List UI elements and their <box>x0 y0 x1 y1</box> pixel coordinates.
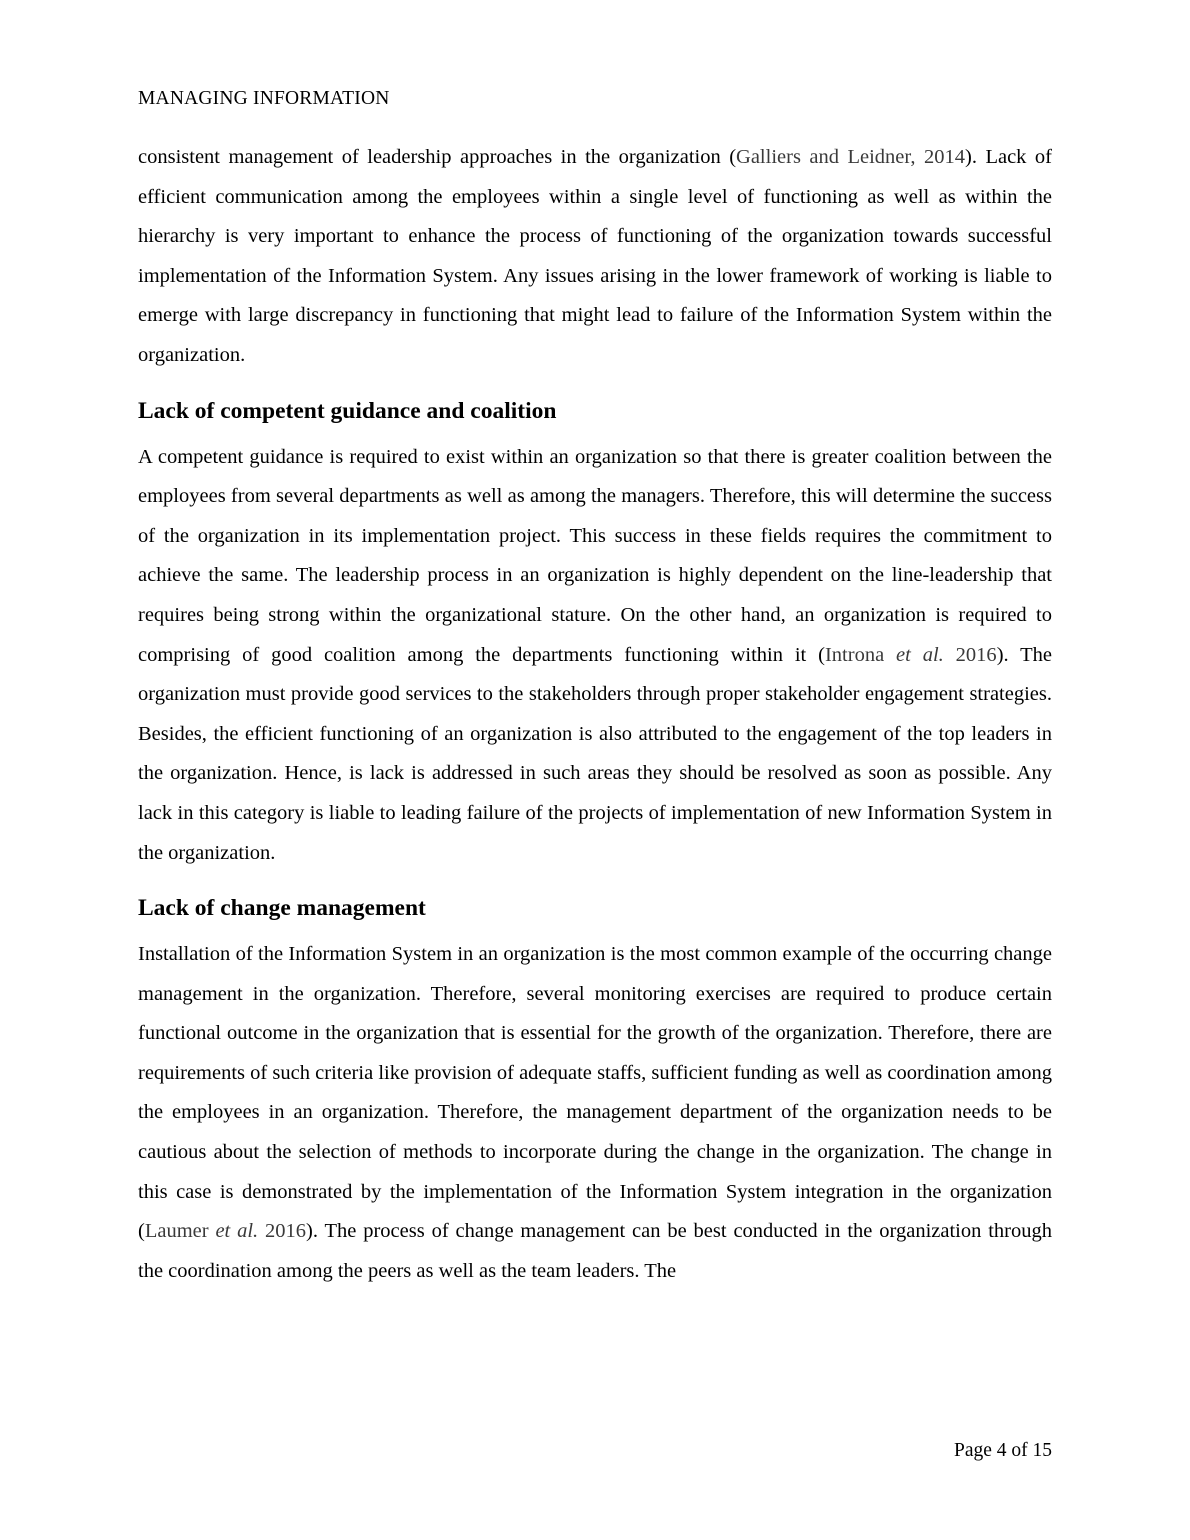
paragraph-text-segment: Installation of the Information System in an organization is the most common example of the occurring change management in the organization. Therefore, several monitoring exercises are required to produce certain functional outcome in the organization that is essential for the growth of the organization. Therefore, there are requirements of such criteria like provision of adequate staffs, sufficient funding as well as coordination among the employees in an organization. Therefore, the management department of the organization needs to be cautious about the selection of methods to incorporate during the change in the organization. The change in this case is demonstrated by the implementation of the Information System integration in the organization ( <box>138 943 1052 1243</box>
paragraph-text-segment: ). The process of change management can be best conducted in the organization through the coordination among the peers as well as the team leaders. The <box>138 1220 1052 1282</box>
citation-laumer-year: 2016 <box>258 1220 307 1243</box>
paragraph-continued <box>138 138 1052 376</box>
paragraph-text-segment: A competent guidance is required to exist within an organization so that there is greater coalition between the employees from several departments as well as among the managers. Therefore, this will determine the success of the organization in its implementation project. This success in these fields requires the commitment to achieve the same. The leadership process in an organization is highly dependent on the line-leadership that requires being strong within the organizational stature. On the other hand, an organization is required to comprising of good coalition among the departments functioning within it ( <box>138 445 1052 666</box>
page-footer: Page 4 of 15 <box>953 1440 1052 1461</box>
paragraph-text-segment: consistent management of leadership approaches in the organization ( <box>138 146 737 168</box>
heading-lack-of-change-management: Lack of change management <box>138 895 426 922</box>
citation-laumer-author: Laumer <box>144 1220 216 1243</box>
paragraph-competent-guidance <box>138 438 1052 874</box>
running-header: MANAGING INFORMATION <box>138 88 390 109</box>
citation-introna-author: Introna <box>824 643 897 666</box>
paragraph-text-segment: ). Lack of efficient communication among the employees within a single level of functioning as well as within the hierarchy is very important to enhance the process of functioning of the organization towards successful implementation of the Information System. Any issues arising in the lower framework of working is liable to emerge with large discrepancy in functioning that might lead to failure of the Information System within the organization. <box>138 146 1052 366</box>
heading-lack-of-competent-guidance: Lack of competent guidance and coalition <box>138 397 557 424</box>
citation-galliers-leidner: Galliers and Leidner, 2014 <box>736 146 966 168</box>
paragraph-change-management <box>138 935 1052 1291</box>
citation-introna-year: 2016 <box>943 643 997 666</box>
paragraph-text-segment: ). The organization must provide good services to the stakeholders through proper stakeholder engagement strategies. Besides, the efficient functioning of an organization is also attributed to the engagement of the top leaders in the organization. Hence, is lack is addressed in such areas they should be resolved as soon as possible. Any lack in this category is liable to leading failure of the projects of implementation of new Information System in the organization. <box>138 643 1053 864</box>
citation-introna-etal: et al. <box>896 643 944 666</box>
citation-laumer-etal: et al. <box>215 1220 259 1243</box>
